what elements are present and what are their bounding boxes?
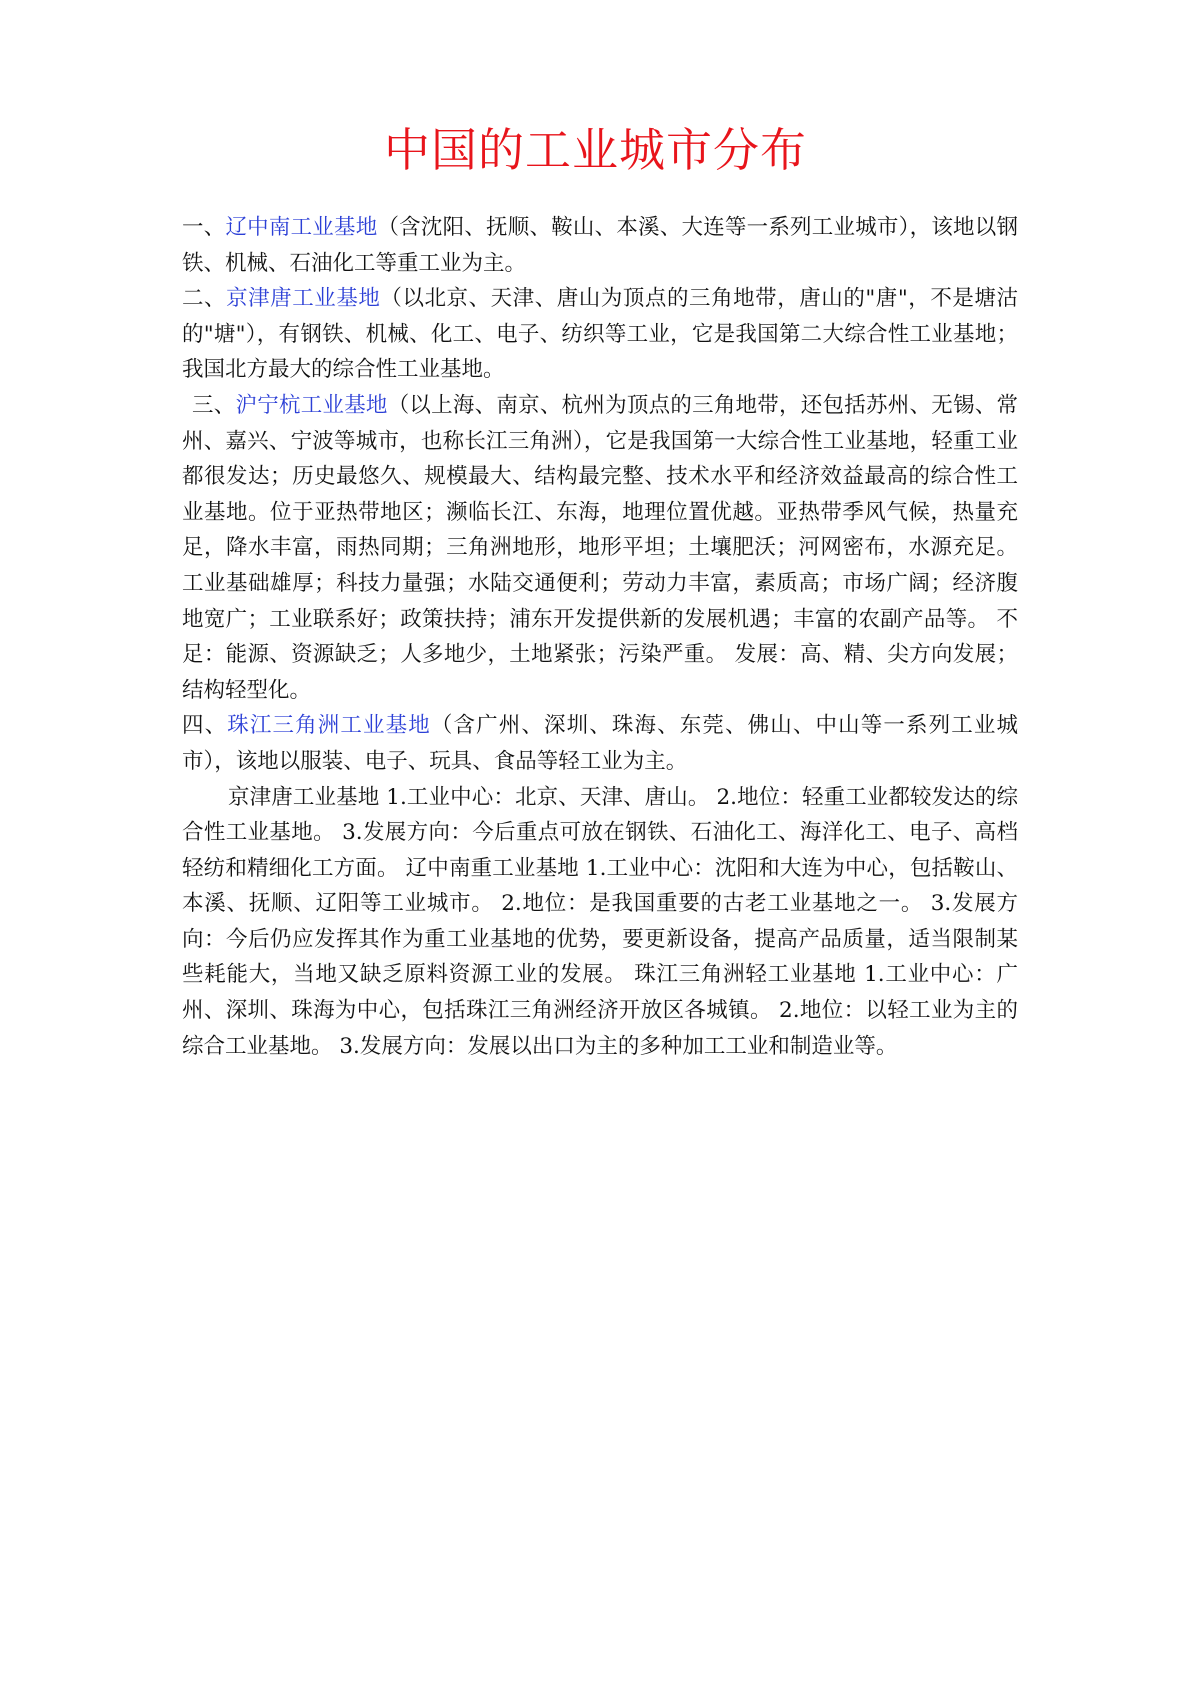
section-text: （含沈阳、抚顺、鞍山、本溪、大连等一系列工业城市），该地以钢铁、机械、石油化工等重工业为主。	[182, 215, 1018, 276]
document-body	[182, 210, 1018, 1064]
section-prefix: 三、	[192, 392, 236, 418]
base-name-highlight: 珠江三角洲工业基地	[227, 713, 431, 739]
base-name-highlight: 京津唐工业基地	[226, 286, 381, 312]
section-prefix: 二、	[182, 286, 227, 312]
section-paragraph	[182, 281, 1018, 388]
base-name-highlight: 辽中南工业基地	[225, 215, 378, 240]
section-text: （以北京、天津、唐山为顶点的三角地带，唐山的"唐"，不是塘沽的"塘"），有钢铁、机械、化工、电子、纺织等工业，它是我国第二大综合性工业基地；我国北方最大的综合性工业基地。	[182, 286, 1018, 383]
section-paragraph	[182, 210, 1018, 281]
base-name-highlight: 沪宁杭工业基地	[235, 392, 388, 418]
summary-paragraph: 京津唐工业基地 1.工业中心：北京、天津、唐山。 2.地位：轻重工业都较发达的综合性工业基地。 3.发展方向：今后重点可放在钢铁、石油化工、海洋化工、电子、高档轻纺和精细化工方面。 辽中南重工业基地 1.工业中心：沈阳和大连为中心，包括鞍山、本溪、抚顺、辽阳等工业城市。 2.地位：是我国重要的古老工业基地之一。 3.发展方向：今后仍应发挥其作为重工业基地的优势，要更新设备，提高产品质量，适当限制某些耗能大，当地又缺乏原料资源工业的发展。 珠江三角洲轻工业基地 1.工业中心：广州、深圳、珠海为中心，包括珠江三角洲经济开放区各城镇。 2.地位：以轻工业为主的综合工业基地。 3.发展方向：发展以出口为主的多种加工工业和制造业等。	[182, 784, 1018, 1059]
page-title: 中国的工业城市分布	[384, 123, 807, 177]
section-text: （含广州、深圳、珠海、东莞、佛山、中山等一系列工业城市），该地以服装、电子、玩具、食品等轻工业为主。	[182, 713, 1018, 774]
section-text: （以上海、南京、杭州为顶点的三角地带，还包括苏州、无锡、常州、嘉兴、宁波等城市，也称长江三角洲），它是我国第一大综合性工业基地，轻重工业都很发达；历史最悠久、规模最大、结构最完整、技术水平和经济效益最高的综合性工业基地。位于亚热带地区；濒临长江、东海，地理位置优越。亚热带季风气候，热量充足，降水丰富，雨热同期；三角洲地形，地形平坦；土壤肥沃；河网密布，水源充足。工业基础雄厚；科技力量强；水陆交通便利；劳动力丰富，素质高；市场广阔；经济腹地宽广；工业联系好；政策扶持；浦东开发提供新的发展机遇；丰富的农副产品等。 不足：能源、资源缺乏；人多地少，土地紧张；污染严重。 发展：高、精、尖方向发展；结构轻型化。	[182, 392, 1018, 703]
section-prefix: 一、	[182, 215, 226, 240]
section-prefix: 四、	[182, 713, 228, 739]
section-paragraph	[182, 388, 1018, 708]
section-paragraph	[182, 708, 1018, 779]
